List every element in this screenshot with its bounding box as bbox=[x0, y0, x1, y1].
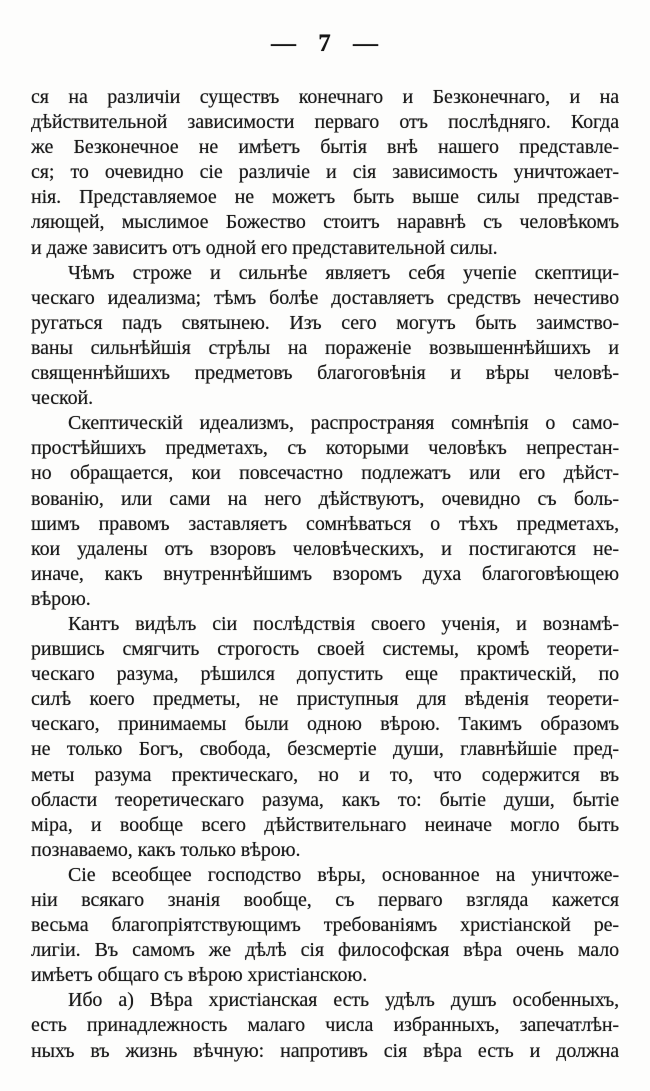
text-line: иначе, какъ внутреннѣйшимъ взоромъ духа благоговѣющею bbox=[31, 562, 619, 585]
text-line: ческаго идеализма; тѣмъ болѣе доставляетъ средствъ нечестиво bbox=[31, 286, 619, 309]
text-line: не только Богъ, свобода, безсмертіе души, главнѣйшіе пред- bbox=[31, 738, 619, 761]
text-line: есть принадлежность малаго числа избранныхъ, запечатлѣн- bbox=[31, 1014, 619, 1037]
text-line: ныхъ въ жизнь вѣчную: напротивъ сія вѣра есть и должна bbox=[31, 1039, 619, 1062]
page-number: — 7 — bbox=[271, 30, 379, 57]
text-line: ваны сильнѣйшія стрѣлы на пораженіе возвышеннѣйшихъ и bbox=[31, 336, 619, 359]
text-line: ся; то очевидно сіе различіе и сія зависимость уничтожает- bbox=[31, 161, 619, 184]
text-line: ся на различіи существъ конечнаго и Безконечнаго, и на bbox=[31, 86, 619, 108]
text-line: меты разума пректическаго, но и то, что содержится въ bbox=[31, 763, 619, 786]
text-line: рившись смягчить строгость своей системы, кромѣ теорети- bbox=[31, 638, 619, 661]
text-line: Ибо а) Вѣра христіанская есть удѣлъ душъ особенныхъ, bbox=[68, 989, 619, 1012]
text-line: ческой. bbox=[31, 387, 94, 410]
text-line: области теоретическаго разума, какъ то: бытіе души, бытіе bbox=[31, 788, 619, 811]
text-line: вованію, или сами на него дѣйствуютъ, очевидно съ боль- bbox=[31, 487, 619, 510]
text-line: ческаго, принимаемы были одною вѣрою. Такимъ образомъ bbox=[31, 713, 619, 736]
text-line: дѣйствительной зависимости перваго отъ послѣдняго. Когда bbox=[31, 111, 619, 134]
text-line: Кантъ видѣлъ сіи послѣдствія своего ученія, и вознамѣ- bbox=[68, 612, 619, 635]
text-line: шимъ правомъ заставляетъ сомнѣваться о тѣхъ предметахъ, bbox=[31, 512, 619, 535]
text-line: нія. Представляемое не можетъ быть выше силы представ- bbox=[31, 186, 619, 209]
text-line: ческаго разума, рѣшился допустить еще практическій, по bbox=[31, 663, 619, 686]
text-line: простѣйшихъ предметахъ, съ которыми человѣкъ непрестан- bbox=[31, 437, 619, 460]
text-line: священнѣйшихъ предметовъ благоговѣнія и вѣры человѣ- bbox=[31, 362, 619, 385]
text-line: и даже зависитъ отъ одной его представительной силы. bbox=[31, 236, 498, 259]
text-line: кои удалены отъ взоровъ человѣческихъ, и постигаются не- bbox=[31, 537, 619, 560]
text-line: ляющей, мыслимое Божество стоитъ наравнѣ съ человѣкомъ bbox=[31, 211, 619, 234]
text-block bbox=[31, 85, 619, 1064]
text-line: силѣ коего предметы, не приступныя для вѣденія теорети- bbox=[31, 688, 619, 711]
text-line: имѣетъ общаго съ вѣрою христіанскою. bbox=[31, 964, 368, 987]
text-line: Сіе всеобщее господство вѣры, основанное на уничтоже- bbox=[68, 863, 619, 886]
text-line: Чѣмъ строже и сильнѣе являетъ себя учепіе скептици- bbox=[68, 261, 619, 284]
text-line: вѣрою. bbox=[31, 587, 91, 610]
text-line: но обращается, кои повсечастно подлежатъ или его дѣйст- bbox=[31, 462, 619, 485]
text-line: ругаться падъ святынею. Изъ сего могутъ быть заимство- bbox=[31, 311, 619, 334]
text-line: Скептическій идеализмъ, распространяя сомнѣпія о само- bbox=[68, 412, 619, 435]
text-line: весьма благопріятствующимъ требованіямъ христіанской ре- bbox=[31, 914, 619, 937]
text-line: познаваемо, какъ только вѣрою. bbox=[31, 838, 301, 861]
text-line: міра, и вообще всего дѣйствительнаго неиначе могло быть bbox=[31, 813, 619, 836]
text-line: лигіи. Въ самомъ же дѣлѣ сія философская вѣра очень мало bbox=[31, 939, 619, 962]
text-line: ніи всякаго знанія вообще, съ перваго взгляда кажется bbox=[31, 889, 619, 911]
text-line: же Безконечное не имѣетъ бытія внѣ нашего представле- bbox=[31, 136, 619, 159]
